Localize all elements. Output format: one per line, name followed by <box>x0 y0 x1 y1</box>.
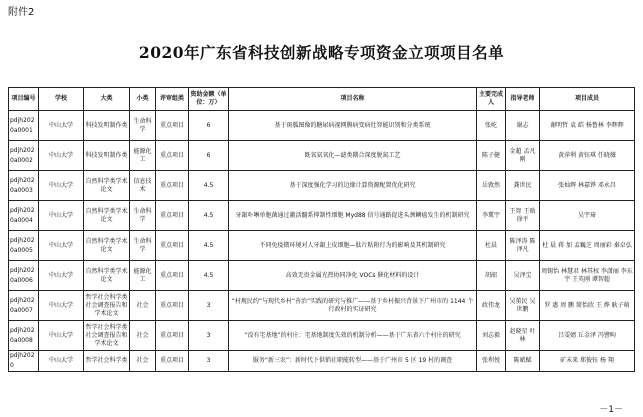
cell-members: 矿未来 郑俊钰 杨 翔 <box>540 351 635 372</box>
cell-subcategory: 信息技术 <box>130 171 156 201</box>
cell-project-name: 高效无贵金属光热协同净化 VOCs 催化材料的设计 <box>229 261 477 291</box>
cell-school: 中山大学 <box>39 111 84 141</box>
cell-school: 中山大学 <box>39 141 84 171</box>
table-row <box>9 201 635 231</box>
cell-project-name: 既氧氨氧化—滤类耦合深度脱氮工艺 <box>229 141 477 171</box>
cell-subcategory: 社会 <box>130 351 156 372</box>
cell-subcategory: 社会 <box>130 291 156 321</box>
cell-advisor: 龚世民 <box>506 171 540 201</box>
cell-leader: 张屹 <box>477 111 506 141</box>
cell-category: 哲学社会科学类社会调查报告和学术论文 <box>84 321 130 351</box>
page-title: 2020年广东省科技创新战略专项资金立项项目名单 <box>138 43 505 62</box>
cell-advisor: 陈泽涛 陈泽凡 <box>506 231 540 261</box>
cell-id: pdjh2020a0006 <box>9 261 39 291</box>
cell-members: 杜 晨 蒋 加 孟巍芝 周丽彩 秦卓弘 <box>540 231 635 261</box>
cell-category: 哲学社会科学类社会调查报告和学术论文 <box>84 291 130 321</box>
cell-school: 中山大学 <box>39 171 84 201</box>
cell-advisor: 吴泽宝 <box>506 261 540 291</box>
header-review-group: 评审组类 <box>156 88 189 111</box>
cell-project-name: “村规民约”与现代乡村“善治”实践的研究与推广——基于乡村振兴背景下广州市的 1144 个行政村的实证研究 <box>229 291 477 321</box>
cell-group: 重点项目 <box>156 231 189 261</box>
header-members: 项目成员 <box>540 88 635 111</box>
cell-group: 重点项目 <box>156 291 189 321</box>
cell-amount: 4.5 <box>189 201 229 231</box>
cell-subcategory: 生命科学 <box>130 111 156 141</box>
cell-id: pdjh2020a0004 <box>9 201 39 231</box>
cell-school: 中山大学 <box>39 351 84 372</box>
table-row <box>9 321 635 351</box>
cell-school: 中山大学 <box>39 201 84 231</box>
cell-members: 吕雯婧 丘金泽 冯譬昫 <box>540 321 635 351</box>
table-row <box>9 291 635 321</box>
cell-members: 黄萍利 黄钰琪 任晓薇 <box>540 141 635 171</box>
cell-amount: 3 <box>189 351 229 372</box>
cell-category: 自然科学类学术论文 <box>84 201 130 231</box>
cell-group: 重点项目 <box>156 201 189 231</box>
header-advisor: 指导老师 <box>506 88 540 111</box>
cell-advisor: 赵晓星 叶林 <box>506 321 540 351</box>
cell-subcategory: 生命科学 <box>130 231 156 261</box>
cell-category: 哲学社会科学类 <box>84 351 130 372</box>
cell-category: 科技发明制作类 <box>84 141 130 171</box>
cell-amount: 4.5 <box>189 261 229 291</box>
cell-members: 罗 惠 周 鹏 简怡欣 王 烨 耿子萌 <box>540 291 635 321</box>
cell-id: pdjh2020a0002 <box>9 141 39 171</box>
cell-school: 中山大学 <box>39 321 84 351</box>
header-school: 学校 <box>39 88 84 111</box>
cell-advisor: 谢志 <box>506 111 540 141</box>
header-category: 大类 <box>84 88 130 111</box>
cell-advisor: 王智 王晗 徐平 <box>506 201 540 231</box>
cell-amount: 3 <box>189 291 229 321</box>
cell-subcategory: 能源化工 <box>130 141 156 171</box>
cell-leader: 政伟龙 <box>477 291 506 321</box>
cell-group: 重点项目 <box>156 351 189 372</box>
cell-members: 周锡怡 林慧君 林其权 李潇丽 李东宇 王英刚 谭智超 <box>540 261 635 291</box>
cell-project-name: 基于斑胍图像的糖尿病视网膜病变病灶智能识别和分类系统 <box>229 111 477 141</box>
header-subcategory: 小类 <box>130 88 156 111</box>
cell-group: 重点项目 <box>156 141 189 171</box>
cell-subcategory: 能源化工 <box>130 261 156 291</box>
cell-category: 科技发明制作类 <box>84 111 130 141</box>
cell-group: 重点项目 <box>156 321 189 351</box>
table-row <box>9 261 635 291</box>
cell-leader: 刘志毅 <box>477 321 506 351</box>
cell-school: 中山大学 <box>39 261 84 291</box>
cell-project-name: 基于深度强化学习的边缘计算资源配置优化研究 <box>229 171 477 201</box>
cell-leader: 陈子健 <box>477 141 506 171</box>
table-row <box>9 141 635 171</box>
cell-id: pdjh2020a0008 <box>9 321 39 351</box>
cell-advisor: 金超 孟凡刚 <box>506 141 540 171</box>
table-row <box>9 351 635 372</box>
cell-school: 中山大学 <box>39 291 84 321</box>
cell-amount: 4.5 <box>189 231 229 261</box>
cell-subcategory: 生命科学 <box>130 201 156 231</box>
cell-amount: 4.5 <box>189 171 229 201</box>
cell-amount: 6 <box>189 111 229 141</box>
cell-project-name: 不同免疫微环境对人牙龈上皮细胞—肽片粘附行为的影响及其机制研究 <box>229 231 477 261</box>
cell-group: 重点项目 <box>156 111 189 141</box>
cell-leader: 胡韶 <box>477 261 506 291</box>
cell-category: 自然科学类学术论文 <box>84 171 130 201</box>
cell-group: 重点项目 <box>156 261 189 291</box>
cell-school: 中山大学 <box>39 231 84 261</box>
cell-members: 谢明哲 袁 皓 杨鲁林 李辉辉 <box>540 111 635 141</box>
cell-id: pdjh2020 <box>9 351 39 372</box>
table-row <box>9 111 635 141</box>
cell-group: 重点项目 <box>156 171 189 201</box>
cell-subcategory: 社会 <box>130 321 156 351</box>
cell-id: pdjh2020a0003 <box>9 171 39 201</box>
table-row <box>9 231 635 261</box>
cell-leader: 李冀宇 <box>477 201 506 231</box>
header-leader: 主要完成人 <box>477 88 506 111</box>
table-header-row <box>9 88 635 111</box>
cell-id: pdjh2020a0001 <box>9 111 39 141</box>
header-id: 项目编号 <box>9 88 39 111</box>
cell-leader: 杜晨 <box>477 231 506 261</box>
cell-advisor: 吴董民 吴世鹏 <box>506 291 540 321</box>
header-amount: 资助金额（单位：万） <box>189 88 229 111</box>
cell-id: pdjh2020a0005 <box>9 231 39 261</box>
table-row <box>9 171 635 201</box>
cell-project-name: 服务“新三农”：新时代下供销社职能转型——基于广州市 5 区 19 村的调查 <box>229 351 477 372</box>
page-number: －1－ <box>599 405 623 415</box>
cell-id: pdjh2020a0007 <box>9 291 39 321</box>
cell-advisor: 陈斌赋 <box>506 351 540 372</box>
project-table <box>8 87 635 372</box>
cell-project-name: 牙龈卟啉单胞菌通过激活髓系抑制性细胞 Myd88 信号通路促进头颈鳞癌发生的机制研究 <box>229 201 477 231</box>
cell-leader: 张利悦 <box>477 351 506 372</box>
header-project-name: 项目名称 <box>229 88 477 111</box>
cell-amount: 3 <box>189 321 229 351</box>
cell-members: 张灿辉 林嘉铧 邓永昌 <box>540 171 635 201</box>
cell-amount: 6 <box>189 141 229 171</box>
cell-project-name: “没有宅基地”的村庄：宅基地制度失效的机制分析——基于广东省六个村庄的研究 <box>229 321 477 351</box>
cell-category: 自然科学类学术论文 <box>84 231 130 261</box>
cell-category: 自然科学类学术论文 <box>84 261 130 291</box>
attachment-label: 附件2 <box>8 7 35 18</box>
cell-leader: 岳敦然 <box>477 171 506 201</box>
cell-members: 吴宇琦 <box>540 201 635 231</box>
